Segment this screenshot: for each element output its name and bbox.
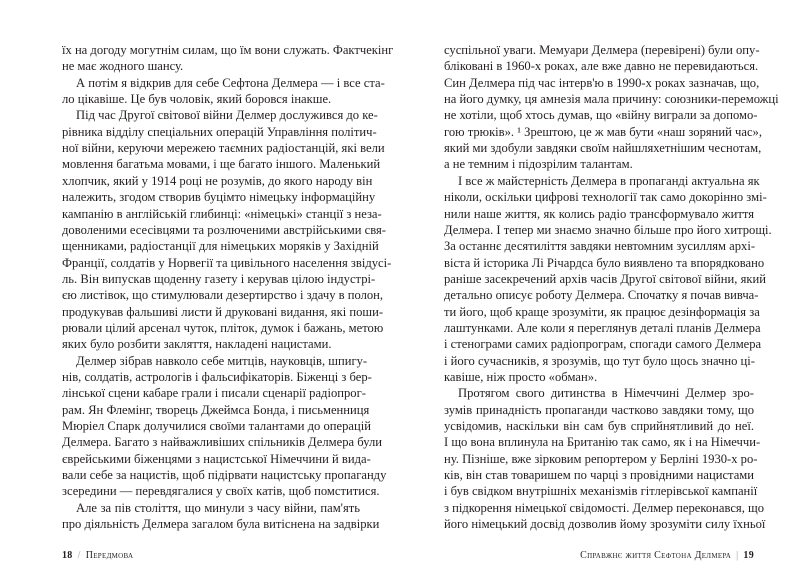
text-line: ло цікавіше. Це був чоловік, який боровся інакше. xyxy=(62,92,332,107)
text-line: рам. Ян Флемінг, творець Джеймса Бонда, і письменниця xyxy=(62,402,370,417)
text-line: Мюріел Спарк долучилися своїми талантами до операцій xyxy=(62,419,371,434)
text-line: Франції, солдатів у Норвегії та цивільного населення звідусі- xyxy=(62,255,392,270)
text-line: хлопчик, який у 1914 році не розумів, до якого народу він xyxy=(62,173,373,188)
text-line: його німецький досвід дозволив йому зрозуміти силу їхньої xyxy=(444,517,766,532)
text-line: І все ж майстерність Делмера в пропаганді актуальна як xyxy=(458,173,760,188)
text-line: кавіше, ніж просто «обман». xyxy=(444,370,598,384)
text-line: лінської сцени кабаре грали і писали сценарії радіопрог- xyxy=(62,386,366,401)
text-line: зсередини — перевдягалися у своїх катів, щоб помститися. xyxy=(62,484,380,499)
footer-separator: / xyxy=(77,550,81,561)
text-line: єврейськими біженцями з нацистської Німеччини й вида- xyxy=(62,451,371,466)
text-line: єю листівок, що стимулювали дезертирство і здачу в полон, xyxy=(62,288,384,303)
text-line: нів, солдатів, астрологів і фальсифікаторів. Біженці з бер- xyxy=(62,370,372,384)
text-line: гою трюків». ¹ Зрештою, це ж мав бути «наш зоряний час», xyxy=(444,124,762,139)
text-line: Делмера. Багато з найважливіших спільників Делмера були xyxy=(62,435,382,450)
text-line: Делмер зібрав навколо себе митців, науковців, шпигу- xyxy=(76,353,368,368)
text-line: А потім я відкрив для себе Сефтона Делмера — і все ста- xyxy=(76,75,385,90)
text-line: Делмера. І тепер ми знаємо значно більше про його хитрощі. xyxy=(444,222,772,237)
text-line: який ми здобули завдяки своїм найшляхетнішим чеснотам, xyxy=(444,141,762,156)
running-head: Передмова xyxy=(85,550,134,561)
left-page-footer xyxy=(62,550,133,561)
text-line: детально описує роботу Делмера. Спочатку я почав вивча- xyxy=(444,288,759,303)
text-line: мовлення багатьма мовами, і ще багато іншого. Маленький xyxy=(62,157,381,172)
text-line: з підкорення німецької свідомості. Делмер переконався, що xyxy=(444,500,765,515)
text-line: раніше засекречений архів часів Другої світової війни, який xyxy=(444,271,766,286)
text-line: рювали цілий арсенал чуток, пліток, думок і бажань, метою xyxy=(62,320,384,335)
text-line: на його думку, ця амнезія мала причину: союзники-переможці xyxy=(444,92,779,107)
text-line: і стенограми самих радіопрограм, спогади самого Делмера xyxy=(444,337,762,352)
text-line: а не темним і підозрілим талантам. xyxy=(444,157,633,172)
text-line: лаштунками. Але коли я переглянув деталі планів Делмера xyxy=(444,320,761,335)
text-line: продукував фальшиві листи й друковані видання, які поши- xyxy=(62,304,384,319)
running-head: Справжнє життя Сефтона Делмера xyxy=(580,550,732,561)
text-line: суспільної уваги. Мемуари Делмера (перевірені) були опу- xyxy=(444,43,760,57)
text-line: ну. Пізніше, вже зірковим репортером у Берліні 1930-х ро- xyxy=(444,451,758,466)
text-line: бліковані в 1960-х роках, але вже давно не перевидаються. xyxy=(444,59,759,74)
text-line: рівника відділу спеціальних операцій Управління політич- xyxy=(62,124,377,139)
text-line: віста й історика Лі Річардса було виявлено та впорядковано xyxy=(444,255,765,270)
text-line: і його сучасників, я зрозумів, що тут було щось значно ці- xyxy=(444,353,755,368)
text-line: кампанію в англійській глибинці: «німецькі» станції з неза- xyxy=(62,206,382,221)
text-line: про діяльність Делмера загалом була витіснена на задвірки xyxy=(62,517,380,532)
text-line: ль. Він випускав щоденну газету і керував цілою індустрі- xyxy=(62,271,376,286)
page-number: 19 xyxy=(743,550,754,561)
text-line: Син Делмера під час інтерв'ю в 1990-х роках зазначав, що, xyxy=(444,75,760,90)
text-line: Під час Другої світової війни Делмер дослужився до ке- xyxy=(76,108,378,123)
text-line: І що вона вплинула на Британію так само, як і на Німеччи- xyxy=(444,435,761,450)
right-page xyxy=(399,0,798,579)
text-line: вали себе за нацистів, щоб підірвати нацистську пропаганду xyxy=(62,468,387,483)
text-line: За останнє десятиліття завдяки невтомним зусиллям архі- xyxy=(444,239,756,254)
text-line: усвідомив, наскільки він сам був сприйнятливий до неї. xyxy=(444,419,754,434)
text-line: не хотіли, щоб хтось думав, що «війну виграли за допомо- xyxy=(444,108,758,123)
text-line: ніколи, оскільки цифрові технології так само докорінно змі- xyxy=(444,190,767,205)
text-line: ків, він став товаришем по чарці з провідними нацистами xyxy=(444,468,754,483)
text-line: їх на догоду могутнім силам, що їм вони служать. Фактчекінг xyxy=(62,43,394,57)
text-line: Протягом свого дитинства в Німеччині Делмер зро- xyxy=(458,386,754,401)
text-line: Але за пів століття, що минули з часу війни, пам'ять xyxy=(76,500,360,515)
text-line: і був свідком внутрішніх механізмів гітлерівської кампанії xyxy=(444,484,758,499)
text-line: доволеними есесівцями та розлюченими австрійськими свя- xyxy=(62,222,386,237)
text-line: нили наше життя, як колись радіо трансформувало життя xyxy=(444,206,754,221)
text-line: належить, згодом створив буцімто німецьку інформаційну xyxy=(62,190,376,205)
right-page-footer xyxy=(580,550,754,561)
text-line: ної війни, керуючи мережею таємних радіостанцій, які вели xyxy=(62,141,385,156)
footer-separator: | xyxy=(736,550,739,561)
text-line: ти його, щоб краще зрозуміти, як працює дезінформація за xyxy=(444,304,760,319)
text-line: не має жодного шансу. xyxy=(62,59,184,74)
text-line: зумів принадність пропаганди частково завдяки тому, що xyxy=(444,402,754,417)
page-number: 18 xyxy=(62,550,73,561)
text-line: яких було розбити закляття, накладені нацистами. xyxy=(62,337,332,352)
text-line: щенниками, радіостанції для німецьких моряків у Західній xyxy=(62,239,379,254)
